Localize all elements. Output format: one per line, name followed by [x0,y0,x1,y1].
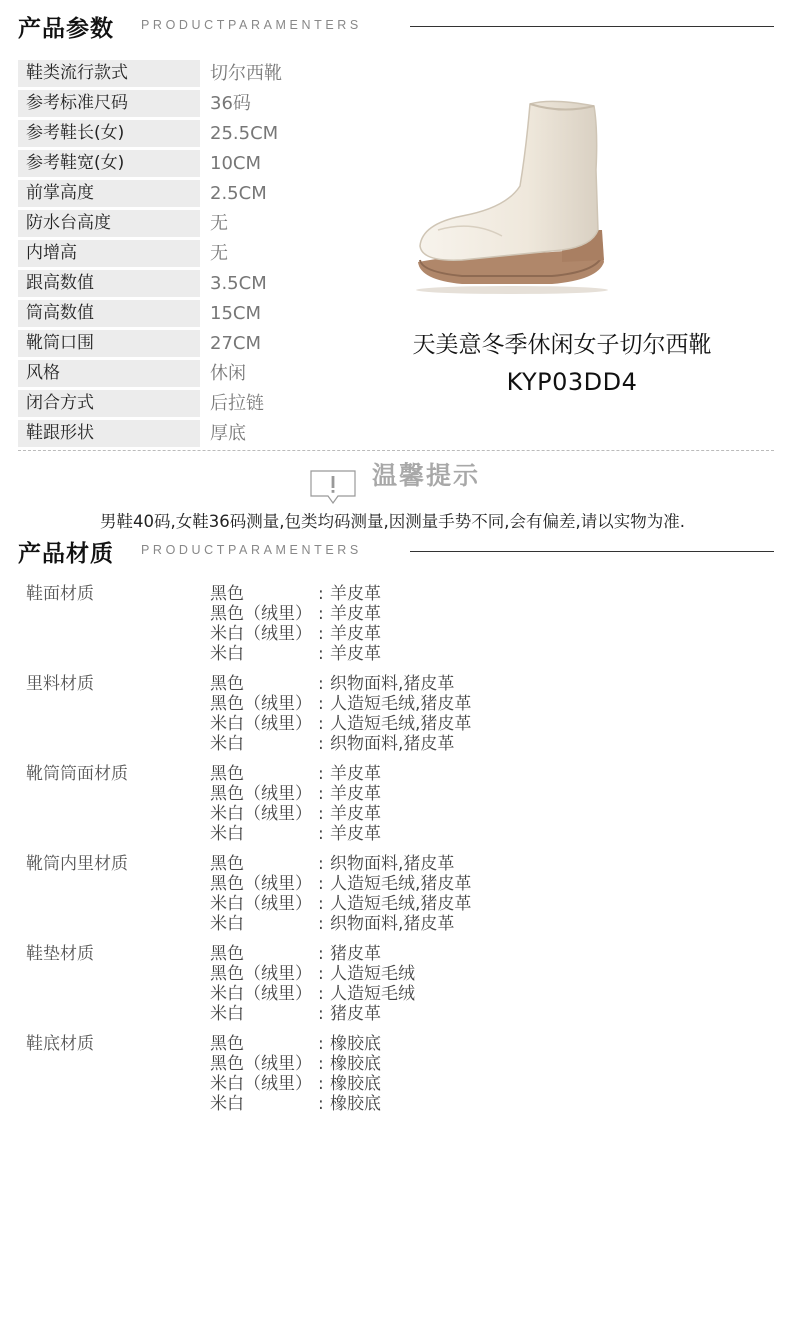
param-row [18,90,418,117]
colon-separator: : [318,734,324,754]
divider-line [410,26,774,27]
material-value: 人造短毛绒,猪皮革 [330,714,472,734]
section-header-materials [0,527,790,567]
material-value: 羊皮革 [330,644,381,664]
material-value: 猪皮革 [330,944,381,964]
param-label: 鞋跟形状 [18,420,200,447]
material-value: 羊皮革 [330,584,381,604]
material-label: 靴筒筒面材质 [26,764,128,784]
param-label: 参考鞋长(女) [18,120,200,147]
param-row [18,420,418,447]
param-value: 10CM [210,153,262,174]
product-code: KYP03DD4 [506,368,638,396]
param-row [18,330,418,357]
param-value: 无 [210,213,228,234]
material-color: 米白 [210,914,244,934]
param-row [18,120,418,147]
param-value: 切尔西靴 [210,63,282,84]
material-color: 黑色 [210,674,244,694]
param-label: 前掌高度 [18,180,200,207]
material-color: 黑色 [210,854,244,874]
divider-line [410,551,774,552]
param-label: 筒高数值 [18,300,200,327]
colon-separator: : [318,584,324,604]
param-label: 靴筒口围 [18,330,200,357]
param-row [18,360,418,387]
material-color: 米白（绒里） [210,984,312,1004]
colon-separator: : [318,1094,324,1114]
material-value: 橡胶底 [330,1034,381,1054]
param-row [18,270,418,297]
colon-separator: : [318,894,324,914]
param-row [18,150,418,177]
material-value: 橡胶底 [330,1054,381,1074]
chelsea-boot-image [402,90,622,300]
colon-separator: : [318,964,324,984]
material-color: 米白（绒里） [210,714,312,734]
material-color: 黑色 [210,944,244,964]
material-color: 黑色（绒里） [210,604,312,624]
colon-separator: : [318,1034,324,1054]
material-label: 鞋面材质 [26,584,94,604]
material-color: 黑色（绒里） [210,874,312,894]
material-value: 织物面料,猪皮革 [330,734,455,754]
colon-separator: : [318,824,324,844]
material-color: 米白 [210,1094,244,1114]
material-value: 羊皮革 [330,784,381,804]
param-value: 2.5CM [210,183,267,204]
dashed-divider [18,450,774,451]
colon-separator: : [318,854,324,874]
material-color: 黑色 [210,764,244,784]
product-name: 天美意冬季休闲女子切尔西靴 [412,332,712,358]
material-color: 黑色（绒里） [210,964,312,984]
param-row [18,300,418,327]
tip-title: 温馨提示 [372,461,481,490]
colon-separator: : [318,984,324,1004]
material-color: 米白（绒里） [210,624,312,644]
param-label: 防水台高度 [18,210,200,237]
material-color: 黑色（绒里） [210,694,312,714]
param-value: 休闲 [210,363,246,384]
section-subtitle: PRODUCTPARAMENTERS [141,18,362,32]
colon-separator: : [318,944,324,964]
material-color: 米白 [210,734,244,754]
material-value: 织物面料,猪皮革 [330,674,455,694]
colon-separator: : [318,1054,324,1074]
colon-separator: : [318,714,324,734]
material-value: 人造短毛绒,猪皮革 [330,874,472,894]
colon-separator: : [318,604,324,624]
param-row [18,210,418,237]
material-value: 人造短毛绒,猪皮革 [330,694,472,714]
material-value: 织物面料,猪皮革 [330,914,455,934]
colon-separator: : [318,804,324,824]
material-color: 米白（绒里） [210,804,312,824]
param-label: 参考标准尺码 [18,90,200,117]
material-value: 橡胶底 [330,1074,381,1094]
param-row [18,390,418,417]
material-color: 米白 [210,1004,244,1024]
colon-separator: : [318,874,324,894]
material-value: 猪皮革 [330,1004,381,1024]
param-label: 闭合方式 [18,390,200,417]
section-title: 产品材质 [18,541,114,567]
material-color: 米白（绒里） [210,1074,312,1094]
param-row [18,60,418,87]
param-value: 后拉链 [210,393,264,414]
colon-separator: : [318,914,324,934]
material-value: 织物面料,猪皮革 [330,854,455,874]
material-color: 黑色（绒里） [210,784,312,804]
section-title: 产品参数 [18,16,114,42]
param-row [18,180,418,207]
param-label: 参考鞋宽(女) [18,150,200,177]
material-label: 靴筒内里材质 [26,854,128,874]
tip-text: 男鞋40码,女鞋36码测量,包类均码测量,因测量手势不同,会有偏差,请以实物为准. [100,512,685,531]
param-label: 鞋类流行款式 [18,60,200,87]
material-value: 羊皮革 [330,624,381,644]
param-value: 厚底 [210,423,246,444]
param-value: 无 [210,243,228,264]
material-color: 米白 [210,824,244,844]
section-header-params [0,2,790,42]
material-color: 米白（绒里） [210,894,312,914]
material-value: 人造短毛绒 [330,964,415,984]
section-subtitle: PRODUCTPARAMENTERS [141,543,362,557]
colon-separator: : [318,624,324,644]
param-value: 15CM [210,303,262,324]
colon-separator: : [318,694,324,714]
param-value: 36码 [210,93,251,114]
material-label: 里料材质 [26,674,94,694]
material-label: 鞋垫材质 [26,944,94,964]
param-value: 25.5CM [210,123,279,144]
param-value: 3.5CM [210,273,267,294]
material-label: 鞋底材质 [26,1034,94,1054]
colon-separator: : [318,674,324,694]
param-label: 跟高数值 [18,270,200,297]
colon-separator: : [318,784,324,804]
param-label: 风格 [18,360,200,387]
param-row [18,240,418,267]
material-value: 羊皮革 [330,804,381,824]
colon-separator: : [318,764,324,784]
material-color: 黑色 [210,584,244,604]
material-value: 橡胶底 [330,1094,381,1114]
material-value: 羊皮革 [330,604,381,624]
material-value: 人造短毛绒,猪皮革 [330,894,472,914]
material-value: 羊皮革 [330,824,381,844]
colon-separator: : [318,1074,324,1094]
material-color: 黑色（绒里） [210,1054,312,1074]
colon-separator: : [318,644,324,664]
material-value: 人造短毛绒 [330,984,415,1004]
exclamation-bubble-icon [310,470,356,504]
material-color: 黑色 [210,1034,244,1054]
param-value: 27CM [210,333,262,354]
colon-separator: : [318,1004,324,1024]
param-label: 内增高 [18,240,200,267]
material-value: 羊皮革 [330,764,381,784]
material-color: 米白 [210,644,244,664]
